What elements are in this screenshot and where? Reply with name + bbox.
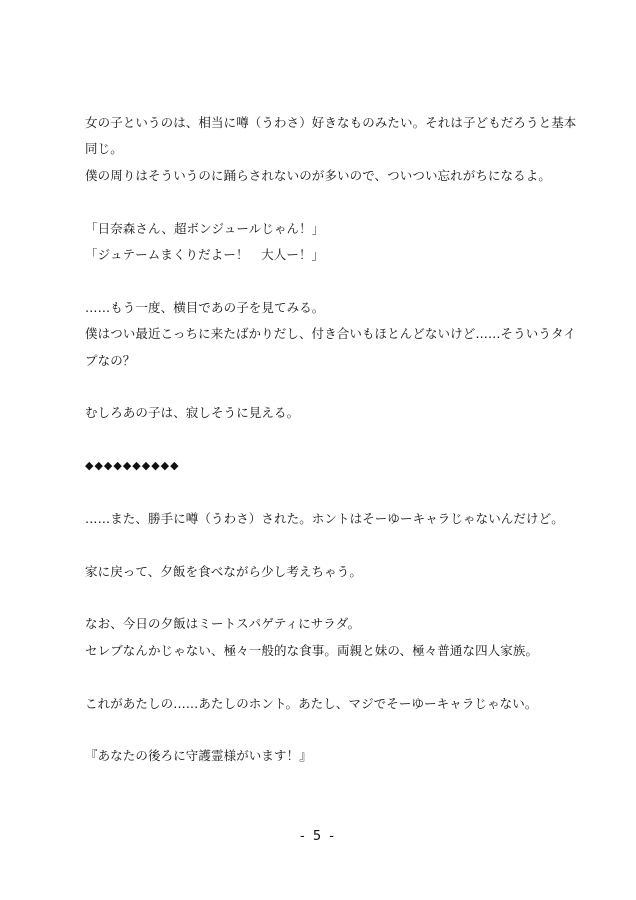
blank-line <box>85 532 555 558</box>
dialogue-line: 「日奈森さん、超ボンジュールじゃん！」 <box>85 220 325 236</box>
blank-line <box>85 268 555 294</box>
text-line: なお、今日の夕飯はミートスパゲティにサラダ。 <box>85 616 361 632</box>
quote-line: 『あなたの後ろに守護霊様がいます！』 <box>85 748 312 764</box>
text-line: 同じ。 <box>85 141 123 157</box>
text-line: 僕はつい最近こっちに来たばかりだし、付き合いもほとんどないけど……そういうタイ <box>85 326 576 342</box>
text-line: ……もう一度、横目であの子を見てみる。 <box>85 299 325 315</box>
text-line: ……また、勝手に噂（うわさ）された。ホントはそーゆーキャラじゃないんだけど。 <box>85 510 564 526</box>
dialogue-line: 「ジュテームまくりだよー！ 大人ー！」 <box>85 246 325 262</box>
page-number: - 5 - <box>300 829 336 844</box>
blank-line <box>85 427 555 453</box>
text-line: 僕の周りはそういうのに踊らされないのが多いので、ついつい忘れがちになるよ。 <box>85 167 551 183</box>
text-line: むしろあの子は、寂しそうに見える。 <box>85 405 300 421</box>
body-text <box>85 110 577 770</box>
blank-line <box>85 479 555 505</box>
text-line: これがあたしの……あたしのホント。あたし、マジでそーゆーキャラじゃない。 <box>85 695 538 711</box>
section-divider: ◆◆◆◆◆◆◆◆◆◆ <box>85 459 180 473</box>
blank-line <box>85 374 555 400</box>
text-line: 女の子というのは、相当に噂（うわさ）好きなものみたい。それは子どもだろうと基本 <box>85 115 577 130</box>
text-line: 家に戻って、夕飯を食べながら少し考えちゃう。 <box>85 563 362 579</box>
text-line: プなの？ <box>85 352 136 368</box>
blank-line <box>85 664 555 690</box>
blank-line <box>85 585 555 611</box>
blank-line <box>85 717 555 743</box>
text-line: セレブなんかじゃない、極々一般的な食事。両親と妹の、極々普通な四人家族。 <box>85 642 539 658</box>
blank-line <box>85 189 555 215</box>
